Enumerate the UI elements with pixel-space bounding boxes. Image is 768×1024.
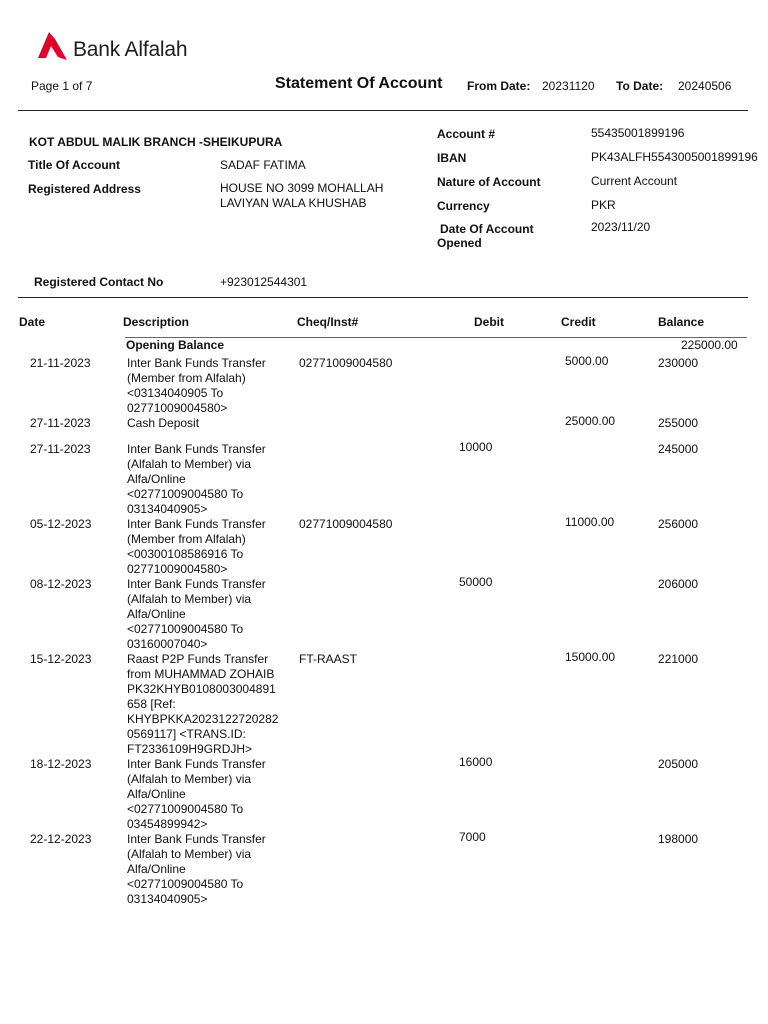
statement-title: Statement Of Account xyxy=(275,75,443,92)
opening-balance-label: Opening Balance xyxy=(126,338,225,352)
contact-value: +923012544301 xyxy=(220,275,308,289)
row-description-line: (Alfalah to Member) via xyxy=(127,847,252,861)
to-date-value: 20240506 xyxy=(678,79,732,93)
row-date: 21-11-2023 xyxy=(30,356,91,370)
row-description-line: 03454899942> xyxy=(127,817,208,831)
row-description-line: Inter Bank Funds Transfer xyxy=(127,442,266,456)
row-description-line: (Alfalah to Member) via xyxy=(127,772,252,786)
nature-label: Nature of Account xyxy=(437,175,541,189)
opened-label-line-1: Date Of Account xyxy=(440,222,534,236)
row-description-line: <02771009004580 To xyxy=(127,487,244,501)
iban-label: IBAN xyxy=(437,151,467,165)
row-description-line: Inter Bank Funds Transfer xyxy=(127,517,266,531)
row-date: 27-11-2023 xyxy=(30,416,91,430)
from-date-value: 20231120 xyxy=(542,79,595,93)
account-title-value: SADAF FATIMA xyxy=(220,158,306,172)
page-indicator: Page 1 of 7 xyxy=(31,79,93,93)
row-cheq: 02771009004580 xyxy=(299,517,393,531)
row-description-line: Raast P2P Funds Transfer xyxy=(127,652,269,666)
row-date: 27-11-2023 xyxy=(30,442,91,456)
row-date: 08-12-2023 xyxy=(30,577,92,591)
row-description-line: Alfa/Online xyxy=(127,607,186,621)
row-debit: 16000 xyxy=(459,755,493,769)
column-header-debit: Debit xyxy=(474,315,504,329)
row-description-line: Inter Bank Funds Transfer xyxy=(127,757,266,771)
row-balance: 230000 xyxy=(658,356,699,370)
row-date: 05-12-2023 xyxy=(30,517,92,531)
row-description-line: (Member from Alfalah) xyxy=(127,371,246,385)
bank-name: Bank Alfalah xyxy=(73,38,188,61)
row-credit: 11000.00 xyxy=(565,515,615,529)
row-description-line: from MUHAMMAD ZOHAIB xyxy=(127,667,275,681)
to-date-label: To Date: xyxy=(616,79,664,93)
row-description-line: (Member from Alfalah) xyxy=(127,532,246,546)
row-description-line: <02771009004580 To xyxy=(127,622,244,636)
row-date: 18-12-2023 xyxy=(30,757,92,771)
row-debit: 7000 xyxy=(459,830,486,844)
from-date-label: From Date: xyxy=(467,79,531,93)
address-label: Registered Address xyxy=(28,182,141,196)
opened-value: 2023/11/20 xyxy=(591,220,651,234)
row-description-line: <03134040905 To xyxy=(127,386,224,400)
row-balance: 198000 xyxy=(658,832,699,846)
row-date: 22-12-2023 xyxy=(30,832,92,846)
row-cheq: 02771009004580 xyxy=(299,356,393,370)
account-divider xyxy=(18,297,748,298)
account-title-label: Title Of Account xyxy=(28,158,121,172)
row-description-line: (Alfalah to Member) via xyxy=(127,592,252,606)
contact-label: Registered Contact No xyxy=(34,275,164,289)
column-header-credit: Credit xyxy=(561,315,596,329)
alfalah-logo-icon xyxy=(36,30,70,62)
row-description-line: Alfa/Online xyxy=(127,787,186,801)
row-description-line: <00300108586916 To xyxy=(127,547,244,561)
row-description-line: Alfa/Online xyxy=(127,862,186,876)
row-credit: 15000.00 xyxy=(565,650,616,664)
nature-value: Current Account xyxy=(591,174,678,188)
address-line-2: LAVIYAN WALA KHUSHAB xyxy=(220,196,367,210)
row-description-line: 658 [Ref: xyxy=(127,697,176,711)
row-description-line: 03134040905> xyxy=(127,502,208,516)
opening-balance-value: 225000.00 xyxy=(681,338,738,352)
row-balance: 205000 xyxy=(658,757,699,771)
row-description-line: <02771009004580 To xyxy=(127,877,244,891)
row-date: 15-12-2023 xyxy=(30,652,92,666)
row-description-line: FT2336109H9GRDJH> xyxy=(127,742,253,756)
column-header-description: Description xyxy=(123,315,190,329)
row-description-line: 02771009004580> xyxy=(127,401,228,415)
row-balance: 245000 xyxy=(658,442,699,456)
row-debit: 50000 xyxy=(459,575,493,589)
iban-value: PK43ALFH5543005001899196 xyxy=(591,150,758,164)
row-description-line: (Alfalah to Member) via xyxy=(127,457,252,471)
row-cheq: FT-RAAST xyxy=(299,652,358,666)
column-header-balance: Balance xyxy=(658,315,705,329)
opened-label-line-2: Opened xyxy=(437,236,482,250)
row-description-line: Cash Deposit xyxy=(127,416,200,430)
row-description-line: PK32KHYB0108003004891 xyxy=(127,682,276,696)
row-description-line: 03134040905> xyxy=(127,892,208,906)
row-description-line: <02771009004580 To xyxy=(127,802,244,816)
column-header-date: Date xyxy=(19,315,46,329)
row-credit: 5000.00 xyxy=(565,354,609,368)
row-description-line: 03160007040> xyxy=(127,637,208,651)
row-balance: 221000 xyxy=(658,652,699,666)
row-description-line: 02771009004580> xyxy=(127,562,228,576)
row-balance: 255000 xyxy=(658,416,699,430)
row-description-line: Inter Bank Funds Transfer xyxy=(127,577,266,591)
branch-name: KOT ABDUL MALIK BRANCH -SHEIKUPURA xyxy=(29,135,283,149)
column-header-cheq: Cheq/Inst# xyxy=(297,315,359,329)
row-credit: 25000.00 xyxy=(565,414,616,428)
address-line-1: HOUSE NO 3099 MOHALLAH xyxy=(220,181,384,195)
header-divider xyxy=(18,110,748,111)
row-description-line: Inter Bank Funds Transfer xyxy=(127,832,266,846)
currency-label: Currency xyxy=(437,199,490,213)
account-number-value: 55435001899196 xyxy=(591,126,685,140)
row-debit: 10000 xyxy=(459,440,493,454)
currency-value: PKR xyxy=(591,198,616,212)
row-description-line: Inter Bank Funds Transfer xyxy=(127,356,266,370)
row-balance: 206000 xyxy=(658,577,699,591)
row-description-line: KHYBPKKA2023122720282 xyxy=(127,712,279,726)
account-number-label: Account # xyxy=(437,127,496,141)
row-description-line: 0569117] <TRANS.ID: xyxy=(127,727,246,741)
row-balance: 256000 xyxy=(658,517,699,531)
row-description-line: Alfa/Online xyxy=(127,472,186,486)
